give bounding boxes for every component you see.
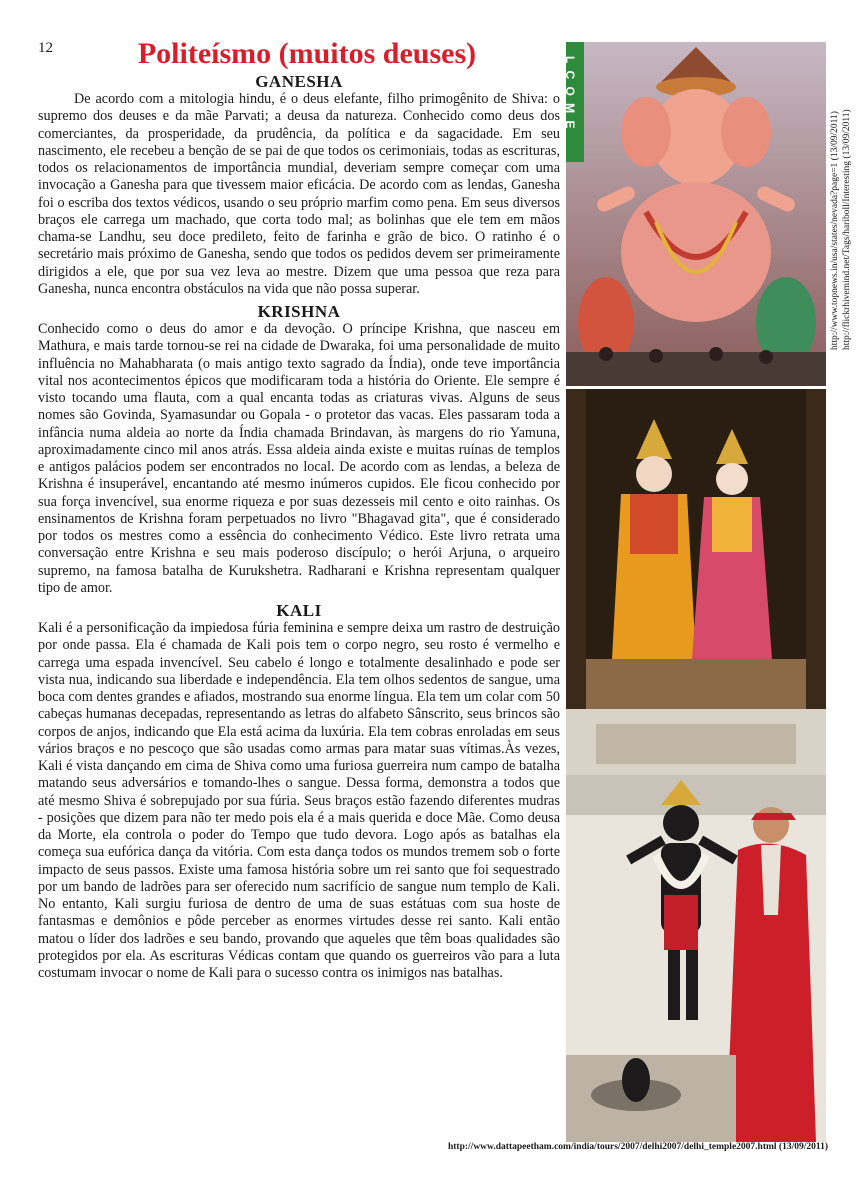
page-title: Politeísmo (muitos deuses) <box>137 37 477 70</box>
photo-credits-vertical <box>829 80 859 350</box>
section-text-kali: Kali é a personificação da impiedosa fúria feminina e sempre deixa um rastro de destruição por onde passa. Ela é chamada de Kali pois tem o corpo negro, seu rosto é vermelho e carrega uma espada invencível. Seu cabelo é longo e totalmente desalinhado e pode ser vista nua, indicando sua liberdade e independência. Ela tem olhos sedentos de sangue, uma boca com dentes grandes e afiados, mostrando sua enorme língua. Ela tem um colar com 50 cabeças humanas decepadas, representando as letras do alfabeto Sânscrito, seus brincos são corpos de anjos, indicando que Ela está acima da luxúria. Ela tem cobras enroladas em seus vários braços e no pescoço que são usadas como armas para matar suas vítimas.Às vezes, Kali é vista dançando em cima de Shiva como uma furiosa guerreira num campo de batalha matando seus adversários e tomando-lhes o sangue. Dessa forma, demonstra a todos que até mesmo Shiva é sobrepujado por sua fúria. Seus braços estão fazendo diferentes mudras - posições que dizem para não ter medo pois ela é a mais querida e doce Mãe. Como deusa da Morte, ela controla o poder do Tempo que tudo devora. Logo após as batalhas ela começa sua eufórica dança da vitória. Com esta dança todos os mundos tremem sob o forte impacto de seus passos. Existe uma famosa história sobre um rei santo que foi sequestrado por um bando de ladrões para ser oferecido num sacrifício de sangue num templo de Kali. No entanto, Kali surgiu furiosa de dentro de uma de suas estátuas com sua hoste de fantasmas e demônios e pôde perceber as enormes virtudes desse rei santo. Kali então matou o líder dos ladrões e seu bando, provando que aqueles que têm boas qualidades são protegidos por ela. As escrituras Védicas contam que quando os guerreiros vão para a luta costumam invocar o nome de Kali para o sucesso contra os inimigos nas batalhas. <box>38 620 560 981</box>
page-number: 12 <box>38 40 53 56</box>
section-heading-kali: KALI <box>276 601 322 620</box>
krishna-radha-statues-photo <box>566 389 826 775</box>
section-text-ganesha: De acordo com a mitologia hindu, é o deus elefante, filho primogênito de Shiva: o supremo dos deuses e da mãe Parvati; a deusa da natureza. Conhecido como deus dos comerciantes, da prosperidade, da prudência, da política e da sagacidade. Em seu nascimento, ele recebeu a benção de se pai de que todos os cerimoniais, todas as escrituras, todos os relacionamentos de importância mundial, deveriam sempre começar com uma invocação a Ganesha para que tivessem maior eficácia. De acordo com as lendas, Ganesha foi o escriba dos textos védicos, usando o seu próprio marfim como pena. Em seus diversos braços ele carrega um machado, que corta todo mal; as bolinhas que ele tem em mãos chama-se Landhu, seu doce predileto, feito de farinha e grão de bico. O ratinho é o secretário mais próximo de Ganesha, sendo que todos os pedidos devem ser primeiramente dirigidos a ele, que por sua vez leva ao mestre. Dizem que uma pessoa que reza para Ganesha, nunca encontra obstáculos na vida que não possa superar. <box>38 91 560 297</box>
credit-line-flickr: http://flickrhivemind.net/Tags/hariboll/Interesting (13/09/2011) <box>842 109 852 350</box>
credit-line-topnews: http://www.topnews.in/usa/states/nevada?page=1 (13/09/2011) <box>830 111 840 350</box>
kali-statue-photo <box>566 775 826 1142</box>
photo-credit-bottom: http://www.dattapeetham.com/india/tours/2007/delhi2007/delhi_temple2007.html (13/09/2011) <box>447 1142 828 1152</box>
section-heading-ganesha: GANESHA <box>255 72 343 91</box>
article-text-column <box>38 72 560 982</box>
banner-text: L C O M E <box>563 56 577 131</box>
section-text-krishna: Conhecido como o deus do amor e da devoção. O príncipe Krishna, que nasceu em Mathura, e mais tarde tornou-se rei na cidade de Dwaraka, foi uma personalidade de muito influência no Mahabharata (o mais antigo texto sagrado da Índia), onde teve importância vital nos acontecimentos épicos que modificaram toda a história do Oriente. Ele sempre é visto tocando uma flauta, com a qual encanta todas as criaturas vivas. Alguns de seus nomes são Govinda, Syamasundar ou Gopala - o protetor das vacas. Eles passaram toda a infância numa aldeia ao norte da Índia chamada Brindavan, às margens do rio Yamuna, aproximadamente cinco mil anos atrás. Essa aldeia ainda existe e muitas ruínas de templos e antigos palácios podem ser encontrados no local. De acordo com as lendas, a beleza de Krishna é insuperável, encantando até mesmo inúmeros cupidos. Ele ficou conhecido por sua força invencível, sua enorme riqueza e por suas dezesseis mil cento e oito rainhas. Os ensinamentos de Krishna foram perpetuados no livro "Bhagavad gita", que é considerado por todos os mestres como a essência do conhecimento Védico. Este livro retrata uma conversação entre Krishna e seu mais poderoso discípulo; o herói Arjuna, o arqueiro supremo, na famosa batalha de Kurukshetra. Radharani e Krishna representam qualquer tipo de amor. <box>38 321 560 596</box>
section-heading-krishna: KRISHNA <box>257 302 341 321</box>
ganesha-statue-photo <box>563 42 826 386</box>
